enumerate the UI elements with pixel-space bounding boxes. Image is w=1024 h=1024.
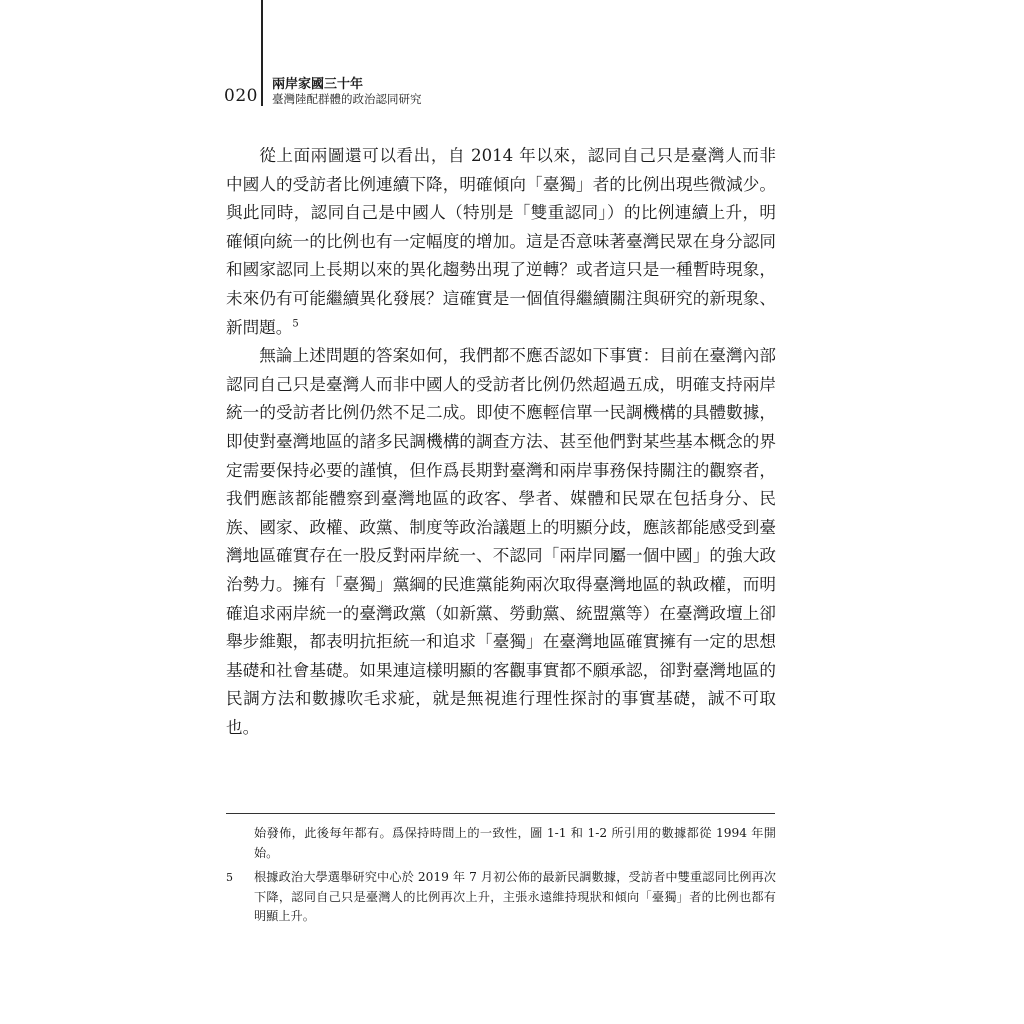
footnote-reference[interactable]: 5 [292,318,299,330]
footnote-divider [226,813,775,814]
header-divider [261,0,263,106]
body-text [226,142,776,742]
running-head-subtitle: 臺灣陸配群體的政治認同研究 [272,92,422,106]
footnote [226,868,776,927]
footnotes [226,824,776,927]
footnote-text: 根據政治大學選舉研究中心於 2019 年 7 月初公佈的最新民調數據，受訪者中雙重認同比例再次下降，認同自己只是臺灣人的比例再次上升，主張永遠維持現狀和傾向「臺獨」者的比例也都有明顯上升。 [254,870,776,923]
running-head-title: 兩岸家國三十年 [272,77,364,92]
paragraph: 無論上述問題的答案如何，我們都不應否認如下事實：目前在臺灣內部認同自己只是臺灣人而非中國人的受訪者比例仍然超過五成，明確支持兩岸統一的受訪者比例仍然不足二成。即使不應輕信單一民調機構的具體數據，即使對臺灣地區的諸多民調機構的調查方法、甚至他們對某些基本概念的界定需要保持必要的謹慎，但作爲長期對臺灣和兩岸事務保持關注的觀察者，我們應該都能體察到臺灣地區的政客、學者、媒體和民眾在包括身分、民族、國家、政權、政黨、制度等政治議題上的明顯分歧，應該都能感受到臺灣地區確實存在一股反對兩岸統一、不認同「兩岸同屬一個中國」的強大政治勢力。擁有「臺獨」黨綱的民進黨能夠兩次取得臺灣地區的執政權，而明確追求兩岸統一的臺灣政黨（如新黨、勞動黨、統盟黨等）在臺灣政壇上卻舉步維艱，都表明抗拒統一和追求「臺獨」在臺灣地區確實擁有一定的思想基礎和社會基礎。如果連這樣明顯的客觀事實都不願承認，卻對臺灣地區的民調方法和數據吹毛求疵，就是無視進行理性探討的事實基礎，誠不可取也。 [226,346,776,737]
paragraph [226,142,776,342]
footnote-number: 5 [226,871,233,884]
paragraph-text: 從上面兩圖還可以看出，自 2014 年以來，認同自己只是臺灣人而非中國人的受訪者比例連續下降，明確傾向「臺獨」者的比例出現些微減少。與此同時，認同自己是中國人（特別是「雙重認同」）的比例連續上升，明確傾向統一的比例也有一定幅度的增加。這是否意味著臺灣民眾在身分認同和國家認同上長期以來的異化趨勢出現了逆轉？或者這只是一種暫時現象，未來仍有可能繼續異化發展？這確實是一個值得繼續關注與研究的新現象、新問題。 [226,146,776,337]
footnote-continuation: 始發佈，此後每年都有。爲保持時間上的一致性，圖 1-1 和 1-2 所引用的數據都從 1994 年開始。 [254,826,776,860]
page-number: 020 [224,86,258,106]
